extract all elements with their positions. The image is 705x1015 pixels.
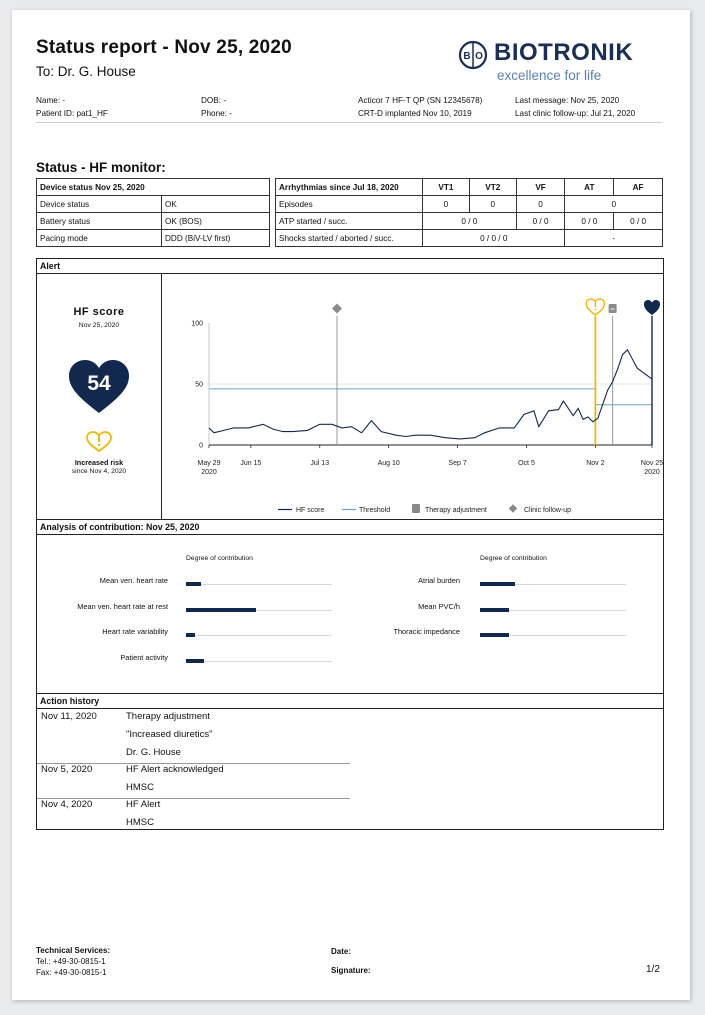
logo-tagline: excellence for life	[497, 68, 602, 83]
contribution-label: Heart rate variability	[102, 627, 168, 636]
contribution-label: Mean PVC/h	[418, 601, 460, 611]
svg-text:B: B	[463, 51, 471, 62]
patient-dob-phone	[201, 94, 232, 120]
legend-therapy-icon	[412, 504, 420, 513]
col-vt1: VT1	[423, 179, 470, 196]
y-tick-label: 0	[199, 442, 203, 450]
action-title: HF Alert acknowledged	[126, 763, 224, 775]
atp-vf: 0 / 0	[516, 213, 565, 230]
message-info	[515, 94, 635, 120]
alert-band: Alert	[36, 258, 664, 274]
legend-followup: Clinic follow-up	[524, 507, 572, 514]
logo-mark-icon	[458, 40, 488, 70]
patient-phone: Phone: -	[201, 109, 232, 118]
action-date: Nov 5, 2020	[41, 763, 93, 775]
contribution-track	[186, 661, 332, 662]
x-tick-year: 2020	[644, 469, 660, 476]
tech-services: Technical Services:	[36, 946, 111, 955]
atp-vt: 0 / 0	[423, 213, 517, 230]
episodes-vt2: 0	[469, 196, 516, 213]
x-tick-label: Nov 25	[640, 460, 664, 467]
x-tick-label: Sep 7	[448, 460, 467, 467]
shocks-label: Shocks started / aborted / succ.	[276, 230, 423, 247]
degree-label-right: Degree of contribution	[480, 555, 547, 562]
col-at: AT	[565, 179, 614, 196]
col-vt2: VT2	[469, 179, 516, 196]
x-tick-label: Nov 2	[586, 460, 605, 467]
legend-hf-score: HF score	[296, 507, 325, 514]
tech-fax: Fax: +49-30-0815-1	[36, 968, 107, 977]
x-tick-label: Oct 5	[518, 460, 535, 467]
action-date: Nov 4, 2020	[41, 798, 93, 810]
contribution-bar	[480, 582, 515, 586]
contribution-box	[36, 534, 664, 694]
degree-label-left: Degree of contribution	[186, 555, 253, 562]
shocks-at-af: -	[565, 230, 663, 247]
contribution-label: Thoracic impedance	[393, 627, 460, 636]
arrhythmias-table	[275, 178, 663, 247]
y-tick-label: 50	[195, 381, 203, 389]
shocks-vt-vf: 0 / 0 / 0	[423, 230, 565, 247]
tech-tel: Tel.: +49-30-0815-1	[36, 957, 106, 966]
battery-status-value: OK (BOS)	[162, 213, 270, 230]
contribution-bar	[186, 608, 256, 612]
action-history-band: Action history	[36, 693, 664, 709]
y-tick-label: 100	[191, 320, 203, 328]
page-number: 1/2	[646, 964, 660, 975]
hf-score-line	[209, 350, 652, 439]
atp-at: 0 / 0	[565, 213, 614, 230]
hf-score-chart	[162, 274, 664, 520]
contribution-bar	[186, 633, 195, 637]
x-tick-label: Jun 15	[240, 460, 262, 467]
contribution-bar	[186, 659, 204, 663]
last-message: Last message: Nov 25, 2020	[515, 96, 620, 105]
header-divider	[36, 122, 662, 123]
contribution-label: Mean ven. heart rate	[99, 576, 168, 585]
date-label: Date:	[331, 947, 352, 956]
device-status-label: Device status	[37, 196, 162, 213]
contribution-bar	[186, 582, 201, 586]
action-detail: "Increased diuretics"	[126, 729, 213, 740]
patient-name-id	[36, 94, 108, 120]
status-title: Status - HF monitor:	[36, 160, 166, 175]
col-vf: VF	[516, 179, 565, 196]
atp-label: ATP started / succ.	[276, 213, 423, 230]
recipient: To: Dr. G. House	[36, 64, 136, 79]
warning-heart-icon	[86, 431, 112, 453]
contribution-label: Mean ven. heart rate at rest	[77, 601, 168, 611]
contribution-label: Patient activity	[120, 652, 168, 662]
implant-date: CRT-D implanted Nov 10, 2019	[358, 109, 472, 118]
episodes-vf: 0	[516, 196, 565, 213]
report-title: Status report - Nov 25, 2020	[36, 37, 292, 58]
episodes-label: Episodes	[276, 196, 423, 213]
legend-therapy: Therapy adjustment	[425, 507, 487, 514]
patient-dob: DOB: -	[201, 96, 227, 105]
contribution-band: Analysis of contribution: Nov 25, 2020	[36, 519, 664, 535]
logo-name: BIOTRONIK	[494, 39, 634, 66]
device-model: Acticor 7 HF-T QP (SN 12345678)	[358, 96, 483, 105]
svg-text:O: O	[475, 51, 483, 62]
action-detail: HMSC	[126, 816, 154, 828]
device-status-header: Device status Nov 25, 2020	[37, 179, 270, 196]
arrhythmias-header: Arrhythmias since Jul 18, 2020	[276, 179, 423, 196]
atp-af: 0 / 0	[614, 213, 663, 230]
action-date: Nov 11, 2020	[41, 711, 97, 722]
legend-threshold: Threshold	[359, 507, 391, 514]
device-status-value: OK	[162, 196, 270, 213]
last-followup: Last clinic follow-up: Jul 21, 2020	[515, 109, 636, 118]
action-detail: Dr. G. House	[126, 747, 181, 758]
patient-id: Patient ID: pat1_HF	[36, 109, 108, 118]
footer-contact	[36, 945, 110, 978]
risk-since: since Nov 4, 2020	[71, 468, 127, 475]
signature-label: Signature:	[331, 966, 371, 975]
hf-score-title: HF score	[73, 306, 125, 318]
x-tick-label: Aug 10	[377, 460, 400, 467]
device-status-table	[36, 178, 270, 247]
x-tick-label: May 29	[197, 460, 221, 467]
action-detail: HMSC	[126, 781, 154, 793]
episodes-at-af: 0	[565, 196, 663, 213]
biotronik-logo	[458, 39, 668, 87]
pacing-mode-value: DDD (BiV-LV first)	[162, 230, 270, 247]
report-page	[12, 10, 690, 1000]
hf-score-value: 54	[87, 372, 111, 395]
pacing-mode-label: Pacing mode	[37, 230, 162, 247]
alert-heart-dot	[594, 309, 596, 311]
episodes-vt1: 0	[423, 196, 470, 213]
risk-label: Increased risk	[74, 458, 124, 467]
clinic-followup-marker	[332, 304, 342, 314]
x-tick-year: 2020	[201, 469, 217, 476]
action-title: HF Alert	[126, 798, 161, 810]
patient-name: Name: -	[36, 96, 66, 105]
battery-status-label: Battery status	[37, 213, 162, 230]
current-heart-icon	[644, 300, 660, 315]
action-title: Therapy adjustment	[126, 711, 210, 722]
legend-followup-icon	[509, 504, 517, 512]
x-tick-label: Jul 13	[310, 460, 330, 467]
contribution-label: Atrial burden	[418, 576, 460, 585]
hf-score-date: Nov 25, 2020	[78, 322, 120, 329]
col-af: AF	[614, 179, 663, 196]
contribution-bar	[480, 633, 509, 637]
device-info	[358, 94, 482, 120]
contribution-bar	[480, 608, 509, 612]
